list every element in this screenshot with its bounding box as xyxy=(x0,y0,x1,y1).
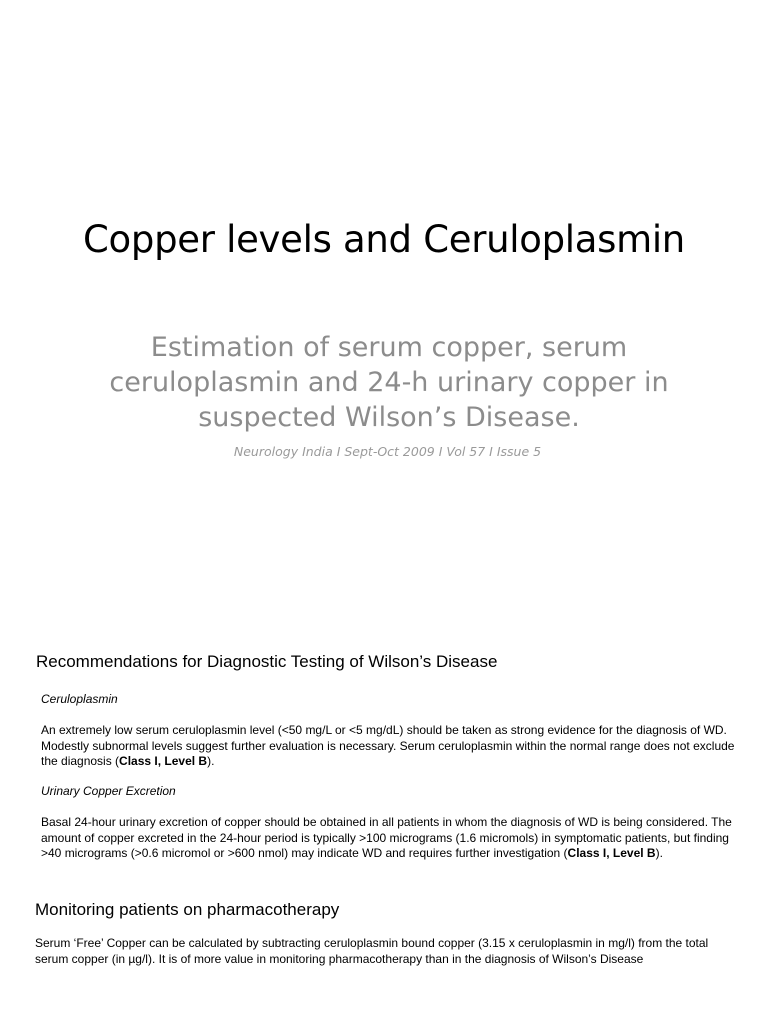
monitoring-heading: Monitoring patients on pharmacotherapy xyxy=(35,900,340,919)
source-citation: Neurology India I Sept-Oct 2009 I Vol 57 I Issue 5 xyxy=(233,444,542,459)
subtitle-line: ceruloplasmin and 24-h urinary copper in xyxy=(109,367,669,398)
ceruloplasmin-evidence-class: Class I, Level B xyxy=(119,754,208,768)
urinary-copper-text: Basal 24-hour urinary excretion of copper should be obtained in all patients in whom the diagnosis of WD is being considered. The amount of copper excreted in the 24-hour period is typically >100 micrograms (1.6 micromols) in symptomatic patients, but finding >40 micrograms (>0.6 micromol or >600 nmol) may indicate WD and requires further investigation ( xyxy=(41,815,732,860)
slide-title: Copper levels and Ceruloplasmin xyxy=(83,218,685,261)
subtitle-line: Estimation of serum copper, serum xyxy=(150,332,628,363)
urinary-copper-evidence-class: Class I, Level B xyxy=(567,846,656,860)
monitoring-paragraph: Serum ‘Free’ Copper can be calculated by subtracting ceruloplasmin bound copper (3.15 x ceruloplasmin in mg/l) from the total serum copper (in µg/l). It is of more value in monitoring pharmacotherapy than in the diagnosis of Wilson’s Disease xyxy=(35,936,709,966)
urinary-copper-label: Urinary Copper Excretion xyxy=(41,784,176,798)
ceruloplasmin-end: ). xyxy=(207,754,215,768)
recommendations-slide xyxy=(0,600,768,1024)
ceruloplasmin-text: An extremely low serum ceruloplasmin level (<50 mg/L or <5 mg/dL) should be taken as strong evidence for the diagnosis of WD. Modestly subnormal levels suggest further evaluation is necessary. Serum ceruloplasmin within the normal range does not exclude the diagnosis ( xyxy=(41,723,735,768)
slide-subtitle xyxy=(84,330,694,435)
subtitle-line: suspected Wilson’s Disease. xyxy=(198,402,580,433)
ceruloplasmin-label: Ceruloplasmin xyxy=(41,692,118,706)
urinary-copper-end: ). xyxy=(655,846,663,860)
urinary-copper-paragraph xyxy=(41,815,746,862)
recommendations-heading: Recommendations for Diagnostic Testing of Wilson’s Disease xyxy=(36,652,498,671)
ceruloplasmin-paragraph xyxy=(41,723,746,770)
